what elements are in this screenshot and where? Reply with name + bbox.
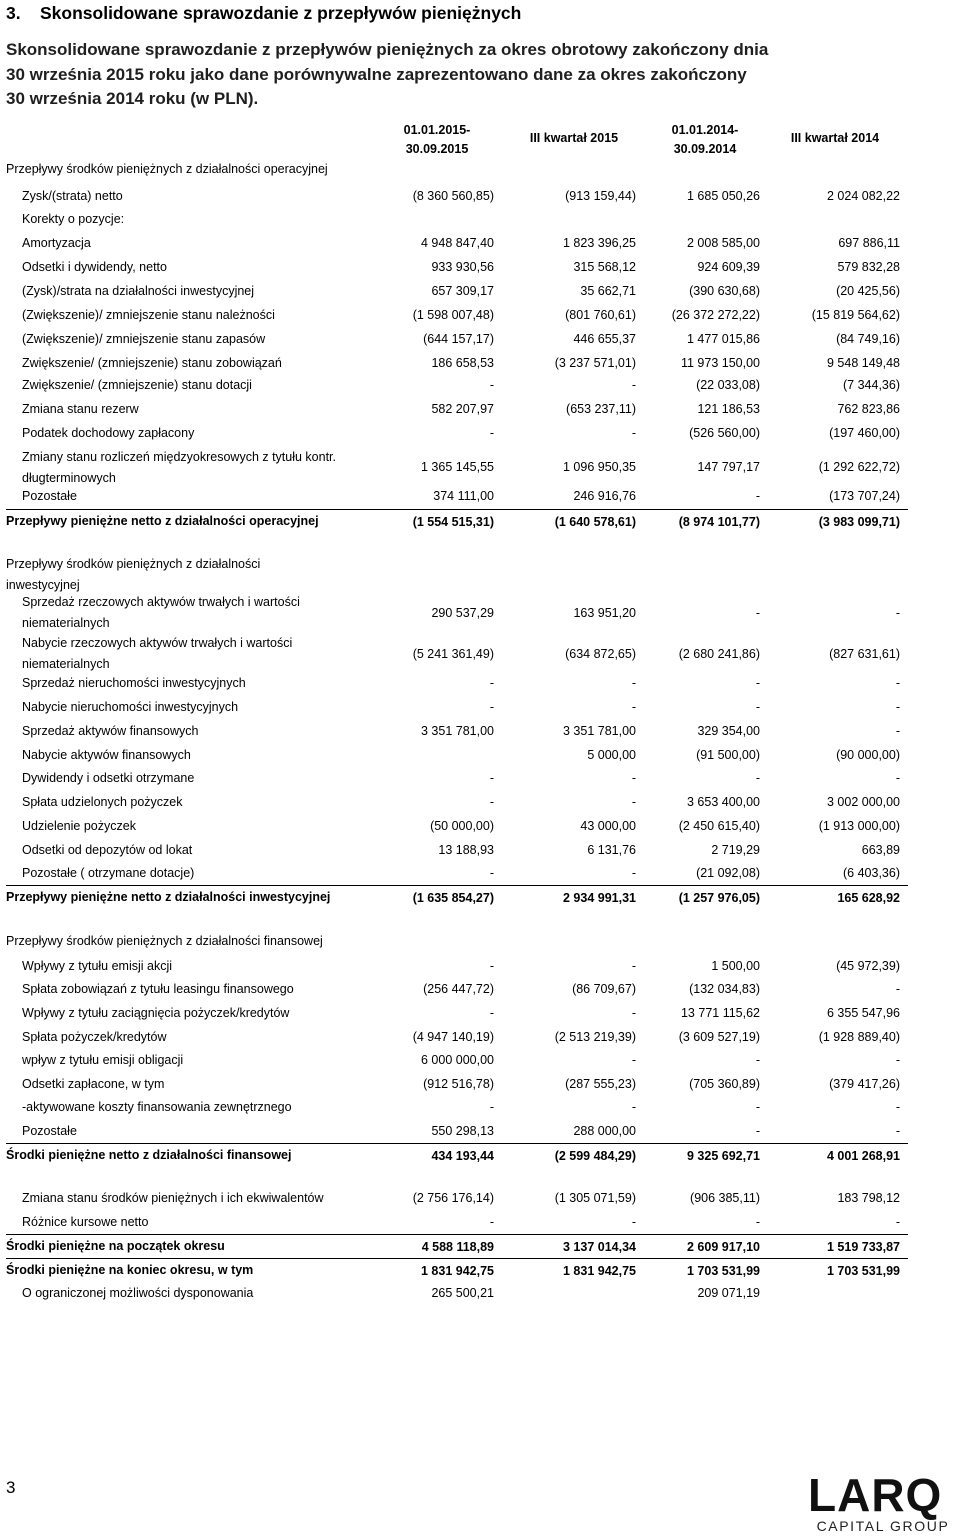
row-value-col2: 3 351 781,00 [563,724,636,738]
row-value-col1: (1 554 515,31) [412,515,494,529]
row-value-col2: 1 831 942,75 [563,1264,636,1278]
row-value-col2: (287 555,23) [565,1077,636,1091]
row-value-col3: 209 071,19 [697,1286,760,1300]
total-rule [6,1258,908,1259]
column-header-q3-2014: III kwartał 2014 [790,131,880,145]
intro-line: 30 września 2014 roku (w PLN). [6,89,259,108]
total-rule [6,1234,908,1235]
row-value-col3: 1 685 050,26 [687,189,760,203]
total-rule [6,509,908,510]
row-value-col1: (4 947 140,19) [412,1030,494,1044]
row-value-col2: 5 000,00 [587,748,636,762]
row-label: (Zysk)/strata na działalności inwestycyjnej [22,284,255,298]
row-value-col4: (15 819 564,62) [811,308,900,322]
row-value-col2: (1 305 071,59) [554,1191,636,1205]
row-value-col2: - [631,700,636,714]
row-value-col1: - [489,676,494,690]
row-value-col3: (1 257 976,05) [678,891,760,905]
row-value-col3: - [755,1100,760,1114]
row-label: (Zwiększenie)/ zmniejszenie stanu zapasów [22,332,266,346]
row-value-col3: - [755,676,760,690]
row-value-col1: - [489,700,494,714]
row-value-col4: - [895,1124,900,1138]
row-value-col2: 163 951,20 [573,606,636,620]
row-value-col3: 329 354,00 [697,724,760,738]
row-label: wpływ z tytułu emisji obligacji [22,1053,184,1067]
row-value-col4: 4 001 268,91 [827,1149,900,1163]
row-value-col3: 11 973 150,00 [680,356,760,370]
row-value-col2: - [631,676,636,690]
row-label: Zmiana stanu rezerw [22,402,139,416]
row-value-col2: 2 934 991,31 [563,891,636,905]
row-value-col2: 1 096 950,35 [563,460,636,474]
column-header-9m-2015: 01.01.2015- 30.09.2015 [403,123,471,156]
row-value-col2: - [631,1215,636,1229]
statement-intro [6,38,926,112]
row-value-col4: (90 000,00) [836,748,900,762]
row-value-col1: - [489,866,494,880]
row-label: Wpływy z tytułu emisji akcji [22,959,173,973]
row-label: Nabycie aktywów finansowych [22,748,191,762]
row-value-col4: (3 983 099,71) [818,515,900,529]
row-value-col3: 2 008 585,00 [687,236,760,250]
row-value-col2: - [631,795,636,809]
row-value-col4: (173 707,24) [829,489,900,503]
row-label: Spłata udzielonych pożyczek [22,795,183,809]
row-value-col4: - [895,676,900,690]
row-value-col1: 6 000 000,00 [421,1053,494,1067]
row-label: Zysk/(strata) netto [22,189,123,203]
row-value-col3: 147 797,17 [697,460,760,474]
row-value-col1: (8 360 560,85) [412,189,494,203]
row-label: Sprzedaż nieruchomości inwestycyjnych [22,676,246,690]
row-value-col4: - [895,700,900,714]
row-label: Środki pieniężne netto z działalności finansowej [6,1148,292,1162]
row-label: Wpływy z tytułu zaciągnięcia pożyczek/kredytów [22,1006,290,1020]
row-value-col2: 315 568,12 [573,260,636,274]
row-value-col2: (913 159,44) [565,189,636,203]
row-value-col4: - [895,982,900,996]
row-value-col2: - [631,1006,636,1020]
row-value-col3: (705 360,89) [689,1077,760,1091]
row-value-col1: 3 351 781,00 [421,724,494,738]
row-label: Nabycie nieruchomości inwestycyjnych [22,700,239,714]
row-value-col1: - [489,771,494,785]
intro-line: 30 września 2015 roku jako dane porównywalne zaprezentowano dane za okres zakończony [6,64,747,84]
row-value-col1: 13 188,93 [438,843,494,857]
row-label: Pozostałe ( otrzymane dotacje) [22,866,195,880]
row-label: Amortyzacja [22,236,91,250]
page-number: 3 [6,1478,16,1497]
row-value-col3: (91 500,00) [696,748,760,762]
row-value-col2: (653 237,11) [566,402,636,416]
section-number: 3. [6,3,21,23]
row-value-col4: (6 403,36) [843,866,900,880]
row-value-col4: (84 749,16) [836,332,900,346]
row-label: Środki pieniężne na koniec okresu, w tym [6,1263,254,1277]
row-value-col2: - [631,426,636,440]
row-value-col4: (20 425,56) [836,284,900,298]
row-value-col1: 582 207,97 [431,402,494,416]
row-label: Spłata pożyczek/kredytów [22,1030,167,1044]
row-value-col4: (45 972,39) [836,959,900,973]
row-value-col3: 13 771 115,62 [680,1006,760,1020]
row-value-col4: 1 703 531,99 [827,1264,900,1278]
row-label: Pozostałe [22,489,77,503]
row-value-col2: 446 655,37 [573,332,636,346]
row-value-col2: - [631,959,636,973]
row-value-col2: - [631,866,636,880]
row-value-col4: - [895,1215,900,1229]
row-value-col1: 1 831 942,75 [421,1264,494,1278]
row-value-col1: (1 635 854,27) [412,891,494,905]
logo-wordmark: LARQ [808,1469,943,1521]
row-value-col4: (1 292 622,72) [818,460,900,474]
row-label: Odsetki od depozytów od lokat [22,843,193,857]
row-label: Zmiana stanu środków pieniężnych i ich ekwiwalentów [22,1191,324,1205]
row-value-col4: 1 519 733,87 [827,1240,900,1254]
row-value-col2: (2 513 219,39) [554,1030,636,1044]
row-label: Przepływy środków pieniężnych z działalności finansowej [6,934,323,948]
row-label: Dywidendy i odsetki otrzymane [22,771,195,785]
row-label: Zwiększenie/ (zmniejszenie) stanu zobowiązań [22,356,282,370]
row-value-col1: 374 111,00 [433,489,494,503]
row-value-col1: (912 516,78) [423,1077,494,1091]
row-value-col3: 1 703 531,99 [687,1264,760,1278]
row-value-col3: - [755,771,760,785]
row-label: O ograniczonej możliwości dysponowania [22,1286,254,1300]
row-value-col3: 1 477 015,86 [687,332,760,346]
row-value-col4: 165 628,92 [837,891,900,905]
row-value-col3: (3 609 527,19) [678,1030,760,1044]
intro-line: Skonsolidowane sprawozdanie z przepływów pieniężnych za okres obrotowy zakończony dnia [6,40,769,59]
total-rule [6,885,908,886]
row-label: Sprzedaż rzeczowych aktywów trwałych i wartości niematerialnych [22,595,300,630]
row-value-col4: (827 631,61) [829,647,900,661]
row-value-col2: 246 916,76 [573,489,636,503]
row-label: (Zwiększenie)/ zmniejszenie stanu należności [22,308,275,322]
row-value-col3: (526 560,00) [689,426,760,440]
row-label: Zmiany stanu rozliczeń międzyokresowych z tytułu kontr. długterminowych [22,450,337,485]
row-value-col1: 4 588 118,89 [421,1240,494,1254]
row-label: Podatek dochodowy zapłacony [22,426,195,440]
row-value-col4: 762 823,86 [837,402,900,416]
row-value-col4: 3 002 000,00 [827,795,900,809]
row-value-col1: - [489,959,494,973]
row-label: Pozostałe [22,1124,77,1138]
row-value-col4: 579 832,28 [837,260,900,274]
row-label: Odsetki zapłacone, w tym [22,1077,165,1091]
row-value-col2: 288 000,00 [573,1124,636,1138]
row-value-col2: - [631,1053,636,1067]
row-value-col2: (634 872,65) [565,647,636,661]
row-value-col3: 3 653 400,00 [687,795,760,809]
row-value-col3: (906 385,11) [690,1191,760,1205]
row-value-col2: (2 599 484,29) [554,1149,636,1163]
row-value-col4: 9 548 149,48 [827,356,900,370]
row-value-col3: (22 033,08) [696,378,760,392]
row-label: -aktywowane koszty finansowania zewnętrznego [22,1100,292,1114]
row-label: Spłata zobowiązań z tytułu leasingu finansowego [22,982,294,996]
row-value-col4: (7 344,36) [843,378,900,392]
larq-logo [808,1469,958,1534]
row-value-col3: 9 325 692,71 [687,1149,760,1163]
logo-subtitle: CAPITAL GROUP [816,1518,950,1534]
row-value-col3: (8 974 101,77) [678,515,760,529]
row-value-col1: 550 298,13 [431,1124,494,1138]
row-value-col4: 6 355 547,96 [827,1006,900,1020]
row-value-col3: 1 500,00 [711,959,760,973]
row-label: Różnice kursowe netto [22,1215,149,1229]
row-label: Odsetki i dywidendy, netto [22,260,167,274]
row-value-col1: - [489,1215,494,1229]
row-value-col3: - [755,606,760,620]
row-value-col1: 1 365 145,55 [421,460,494,474]
row-value-col1: 290 537,29 [431,606,494,620]
column-header-9m-2014: 01.01.2014- 30.09.2014 [671,123,739,156]
row-value-col3: 2 609 917,10 [687,1240,760,1254]
row-value-col3: (26 372 272,22) [671,308,760,322]
row-value-col2: - [631,771,636,785]
section-title: Skonsolidowane sprawozdanie z przepływów pieniężnych [40,3,522,23]
row-value-col1: (2 756 176,14) [412,1191,494,1205]
row-value-col2: 43 000,00 [580,819,636,833]
row-value-col2: 1 823 396,25 [563,236,636,250]
row-value-col4: 183 798,12 [837,1191,900,1205]
row-value-col3: (2 450 615,40) [678,819,760,833]
row-value-col1: - [489,795,494,809]
row-value-col2: 35 662,71 [580,284,636,298]
row-value-col2: 6 131,76 [587,843,636,857]
row-label: Nabycie rzeczowych aktywów trwałych i wartości niematerialnych [22,636,293,671]
row-value-col2: (801 760,61) [565,308,636,322]
row-value-col3: - [755,1053,760,1067]
row-value-col2: - [631,1100,636,1114]
row-value-col3: (132 034,83) [689,982,760,996]
row-value-col4: (379 417,26) [829,1077,900,1091]
row-label: Przepływy pieniężne netto z działalności operacyjnej [6,514,319,528]
row-label: Sprzedaż aktywów finansowych [22,724,199,738]
row-value-col4: - [895,724,900,738]
section-heading [6,3,521,24]
row-value-col2: (3 237 571,01) [554,356,636,370]
row-value-col4: (197 460,00) [829,426,900,440]
row-value-col2: - [631,378,636,392]
row-value-col1: - [489,426,494,440]
row-value-col1: (50 000,00) [430,819,494,833]
row-value-col4: - [895,606,900,620]
row-value-col4: - [895,1100,900,1114]
row-value-col2: (86 709,67) [572,982,636,996]
row-value-col1: (644 157,17) [423,332,494,346]
row-value-col1: - [489,378,494,392]
row-value-col3: - [755,1215,760,1229]
row-label: Korekty o pozycje: [22,212,125,226]
row-value-col4: - [895,1053,900,1067]
row-label: Przepływy środków pieniężnych z działalności inwestycyjnej [6,557,261,592]
row-value-col3: (2 680 241,86) [678,647,760,661]
row-value-col2: 3 137 014,34 [563,1240,636,1254]
row-value-col3: - [755,700,760,714]
row-value-col4: 697 886,11 [838,236,900,250]
row-value-col4: (1 913 000,00) [818,819,900,833]
row-label: Zwiększenie/ (zmniejszenie) stanu dotacji [22,378,252,392]
row-value-col4: - [895,771,900,785]
row-value-col1: (5 241 361,49) [412,647,494,661]
row-value-col3: - [755,489,760,503]
total-rule [6,1143,908,1144]
row-value-col3: 2 719,29 [711,843,760,857]
row-value-col3: (390 630,68) [689,284,760,298]
column-header-q3-2015: III kwartał 2015 [529,131,619,145]
row-label: Środki pieniężne na początek okresu [6,1239,225,1253]
row-value-col4: 2 024 082,22 [827,189,900,203]
row-value-col1: 933 930,56 [431,260,494,274]
row-value-col1: (256 447,72) [423,982,494,996]
row-value-col3: (21 092,08) [696,866,760,880]
row-value-col3: - [755,1124,760,1138]
row-value-col1: 434 193,44 [431,1149,494,1163]
row-label: Przepływy środków pieniężnych z działalności operacyjnej [6,162,328,176]
row-label: Przepływy pieniężne netto z działalności inwestycyjnej [6,890,331,904]
row-value-col4: (1 928 889,40) [818,1030,900,1044]
row-value-col1: - [489,1100,494,1114]
row-value-col1: 657 309,17 [431,284,494,298]
row-value-col1: 4 948 847,40 [421,236,494,250]
row-value-col2: (1 640 578,61) [554,515,636,529]
row-value-col4: 663,89 [861,843,900,857]
row-value-col1: 186 658,53 [431,356,494,370]
row-value-col3: 924 609,39 [697,260,760,274]
row-value-col1: - [489,1006,494,1020]
row-value-col1: (1 598 007,48) [412,308,494,322]
row-value-col3: 121 186,53 [697,402,760,416]
row-value-col1: 265 500,21 [431,1286,494,1300]
row-label: Udzielenie pożyczek [22,819,136,833]
